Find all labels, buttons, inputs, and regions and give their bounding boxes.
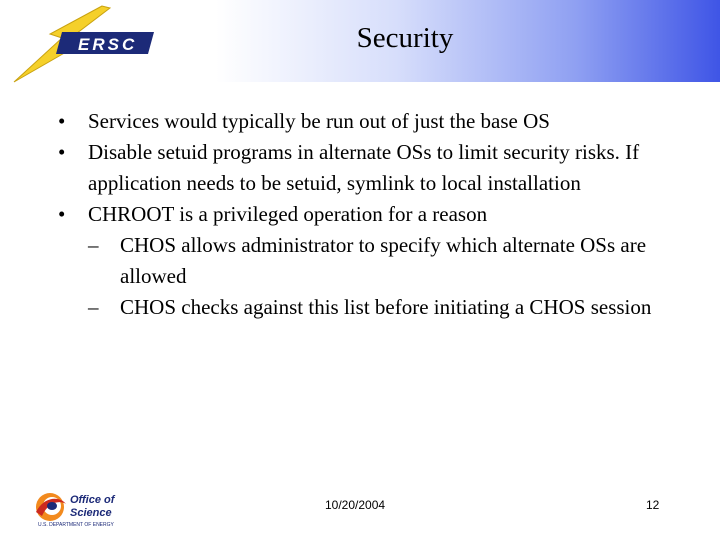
slide-title: Security xyxy=(356,22,454,54)
bullet-marker: • xyxy=(58,202,66,226)
logo-line-doe: U.S. DEPARTMENT OF ENERGY xyxy=(38,522,114,528)
nersc-logo-text: ERSC xyxy=(78,35,138,54)
logo-line-science: Science xyxy=(70,507,112,519)
logo-line-office: Office of xyxy=(70,494,115,506)
subbullet-marker: – xyxy=(88,233,99,257)
bullet-item xyxy=(58,137,698,199)
bullet-text: Services would typically be run out of just the base OS xyxy=(88,109,550,133)
bullet-marker: • xyxy=(58,109,66,133)
bullet-item xyxy=(58,106,698,137)
bullet-marker: • xyxy=(58,140,66,164)
subbullet-text: CHOS allows administrator to specify which alternate OSs are allowed xyxy=(120,233,647,288)
subbullet-text: CHOS checks against this list before initiating a CHOS session xyxy=(120,295,652,319)
office-of-science-logo xyxy=(30,490,140,530)
subbullet-item xyxy=(58,230,698,292)
bullet-list xyxy=(58,106,698,323)
page-number: 12 xyxy=(646,498,660,512)
bullet-item xyxy=(58,199,698,230)
nersc-logo xyxy=(10,4,160,84)
subbullet-item xyxy=(58,292,698,323)
footer-date: 10/20/2004 xyxy=(325,498,386,512)
bullet-text: CHROOT is a privileged operation for a reason xyxy=(88,202,488,226)
subbullet-marker: – xyxy=(88,295,99,319)
bullet-text: Disable setuid programs in alternate OSs to limit security risks. If application needs to be setuid, symlink to local installation xyxy=(88,140,640,195)
